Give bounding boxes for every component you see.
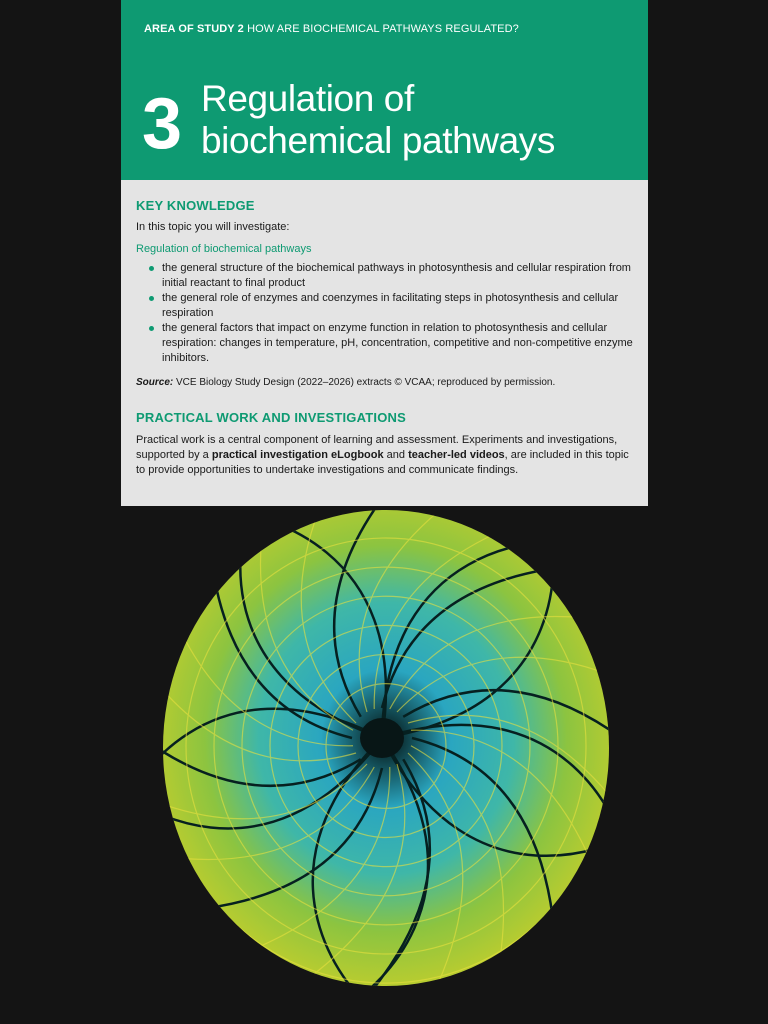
chapter-title xyxy=(201,78,555,162)
key-knowledge-intro: In this topic you will investigate: xyxy=(136,221,290,233)
chapter-number: 3 xyxy=(142,84,183,164)
key-knowledge-list xyxy=(136,261,636,366)
key-knowledge-panel xyxy=(121,180,648,506)
practical-text-part: Practical work is a central component of learning and assessment. Experiments and investigations, supported by a xyxy=(136,434,618,461)
bullet-icon xyxy=(149,266,154,271)
list-item xyxy=(136,261,636,291)
list-item-text: the general structure of the biochemical pathways in photosynthesis and cellular respiration from initial reactant to final product xyxy=(162,262,631,289)
list-item-text: the general role of enzymes and coenzymes in facilitating steps in photosynthesis and cellular respiration xyxy=(162,292,619,319)
source-label: Source: xyxy=(136,377,174,388)
chapter-title-line-2: biochemical pathways xyxy=(201,120,555,161)
bullet-icon xyxy=(149,326,154,331)
bullet-icon xyxy=(149,296,154,301)
enzyme-crystal-diffraction-image xyxy=(160,508,612,988)
source-text: VCE Biology Study Design (2022–2026) extracts © VCAA; reproduced by permission. xyxy=(176,377,556,388)
teacher-videos-emphasis: teacher-led videos xyxy=(408,449,505,461)
area-of-study-question: HOW ARE BIOCHEMICAL PATHWAYS REGULATED? xyxy=(247,23,519,35)
practical-text-part: , are included in this topic to provide opportunities to undertake investigations and communicate findings. xyxy=(136,449,629,476)
list-item xyxy=(136,321,636,366)
area-of-study-line xyxy=(144,23,519,35)
chapter-opener-page xyxy=(121,0,648,506)
practical-work-heading: PRACTICAL WORK AND INVESTIGATIONS xyxy=(136,410,406,425)
practical-text-part: and xyxy=(383,449,409,461)
chapter-title-line-1: Regulation of xyxy=(201,78,414,119)
list-item xyxy=(136,291,636,321)
key-knowledge-heading: KEY KNOWLEDGE xyxy=(136,198,255,213)
practical-work-text xyxy=(136,433,636,478)
area-of-study-label: AREA OF STUDY 2 xyxy=(144,23,244,35)
elogbook-emphasis: practical investigation eLogbook xyxy=(211,449,384,461)
chapter-header xyxy=(121,0,648,180)
list-item-text: the general factors that impact on enzyme function in relation to photosynthesis and cellular respiration: changes in temperature, pH, concentration, competitive and non-competitive enzyme inhibitors. xyxy=(162,322,633,364)
key-knowledge-subheading: Regulation of biochemical pathways xyxy=(136,243,312,255)
source-note xyxy=(136,375,555,390)
